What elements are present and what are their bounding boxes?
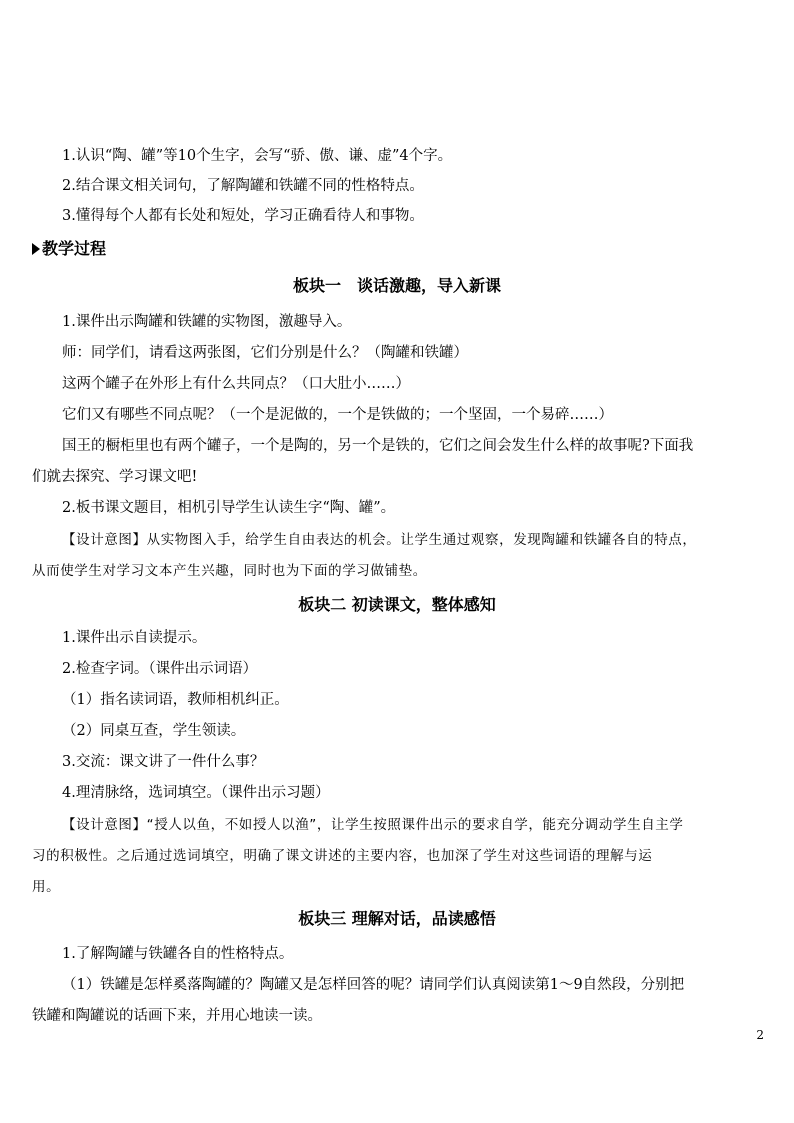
section-2-line: （2）同桌互查，学生领读。 (62, 723, 246, 739)
design-intent-text: 从实物图入手，给学生自由表达的机会。让学生通过观察，发现陶罐和铁罐各自的特点， (146, 532, 697, 548)
section-2-design-intent-cont: 用。 (32, 879, 61, 895)
objective-1: 1.认识“陶、罐”等10个生字，会写“骄、傲、谦、虚”4个字。 (62, 148, 453, 164)
section-1-line: 们就去探究、学习课文吧! (32, 469, 198, 485)
section-2-design-intent-cont: 习的积极性。之后通过选词填空，明确了课文讲述的主要内容，也加深了学生对这些词语的理解与运 (32, 848, 653, 864)
section-3-title: 板块三 理解对话，品读感悟 (298, 909, 496, 928)
section-2-line: 1.课件出示自读提示。 (62, 630, 207, 646)
process-heading-text: 教学过程 (42, 239, 107, 258)
process-heading (32, 238, 106, 260)
section-1-line: 国王的橱柜里也有两个罐子，一个是陶的，另一个是铁的，它们之间会发生什么样的故事呢?下面我 (62, 438, 694, 454)
section-1-line: 2.板书课文题目，相机引导学生认读生字“陶、罐”。 (62, 500, 396, 516)
triangle-bullet-icon (32, 243, 40, 255)
section-2-line: 4.理清脉络，选词填空。（课件出示习题） (62, 785, 330, 801)
section-1-design-intent (62, 530, 762, 550)
section-1-title: 板块一 谈话激趣，导入新课 (292, 276, 501, 295)
section-1-line: 1.课件出示陶罐和铁罐的实物图，激趣导入。 (62, 314, 352, 330)
section-3-line: 1.了解陶罐与铁罐各自的性格特点。 (62, 946, 294, 962)
section-1-line: 这两个罐子在外形上有什么共同点？（口大肚小……） (62, 376, 410, 392)
section-3-line: （1）铁罐是怎样奚落陶罐的？陶罐又是怎样回答的呢？请同学们认真阅读第1～9自然段，分别把 (62, 977, 685, 993)
section-3-line: 铁罐和陶罐说的话画下来，并用心地读一读。 (32, 1008, 322, 1024)
section-1-line: 师：同学们，请看这两张图，它们分别是什么？（陶罐和铁罐） (62, 345, 468, 361)
section-2-line: 3.交流：课文讲了一件什么事？ (62, 754, 265, 770)
objective-3: 3.懂得每个人都有长处和短处，学习正确看待人和事物。 (62, 208, 424, 224)
page-number: 2 (756, 1028, 764, 1042)
design-intent-tag: 【设计意图】 (62, 532, 147, 548)
section-2-title: 板块二 初读课文，整体感知 (298, 595, 496, 614)
design-intent-text: “授人以鱼，不如授人以渔”，让学生按照课件出示的要求自学，能充分调动学生自主学 (146, 817, 684, 833)
section-1-design-intent-cont: 从而使学生对学习文本产生兴趣，同时也为下面的学习做铺垫。 (32, 563, 427, 579)
section-2-design-intent (62, 815, 762, 835)
section-2-line: 2.检查字词。（课件出示词语） (62, 661, 258, 677)
objective-2: 2.结合课文相关词句，了解陶罐和铁罐不同的性格特点。 (62, 178, 424, 194)
design-intent-tag: 【设计意图】 (62, 817, 147, 833)
section-2-line: （1）指名读词语，教师相机纠正。 (62, 692, 289, 708)
section-1-line: 它们又有哪些不同点呢？（一个是泥做的，一个是铁做的；一个坚固，一个易碎……） (62, 407, 613, 423)
